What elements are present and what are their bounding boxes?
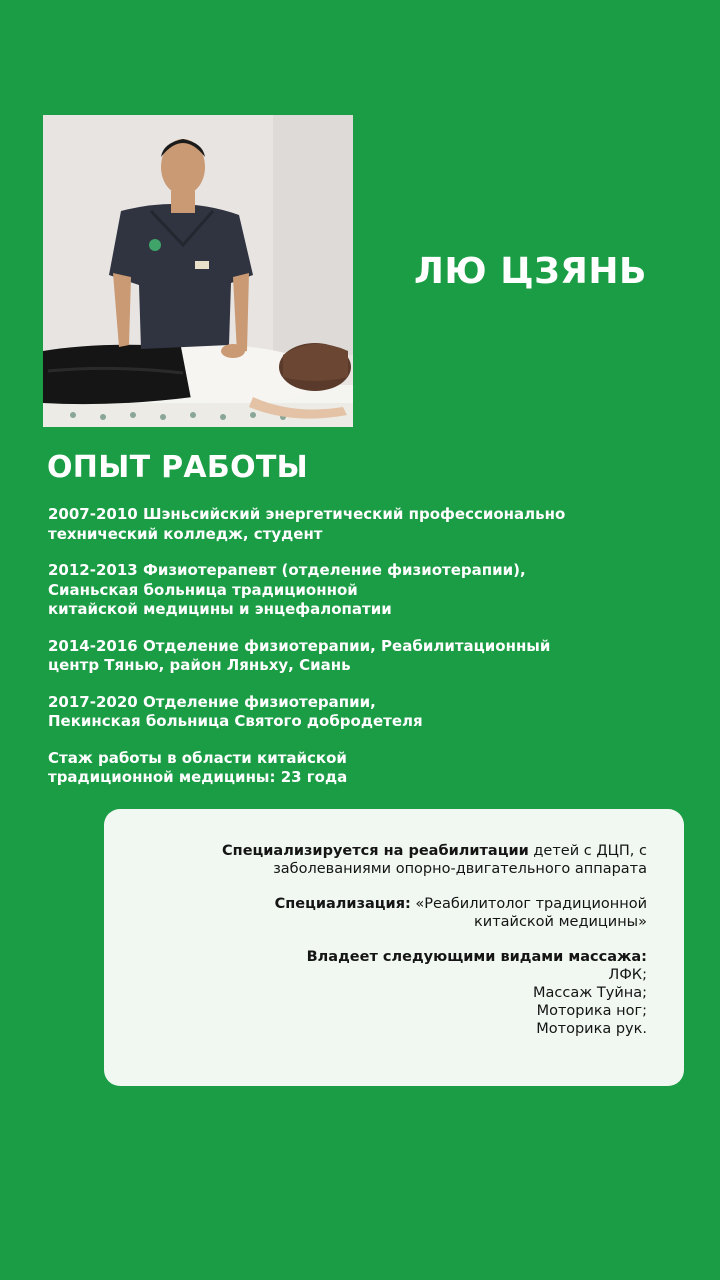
experience-line: Пекинская больница Святого добродетеля: [48, 712, 423, 730]
experience-total: [48, 749, 688, 788]
experience-total-line: Стаж работы в области китайской: [48, 748, 347, 767]
massage-scene-image: [43, 115, 353, 427]
experience-title: ОПЫТ РАБОТЫ: [47, 450, 309, 485]
experience-line: центр Тянью, район Ляньху, Сиань: [48, 656, 351, 674]
massage-item: Массаж Туйна;: [532, 985, 647, 1001]
specialization-value: «Реабилитолог традиционной: [410, 896, 647, 912]
experience-line: китайской медицины и энцефалопатии: [48, 600, 392, 618]
massage-item: Моторика рук.: [536, 1021, 647, 1037]
massage-types: [104, 948, 647, 1038]
therapist-name: ЛЮ ЦЗЯНЬ: [414, 251, 647, 292]
massage-title: Владеет следующими видами массажа:: [306, 949, 647, 965]
experience-line: Сианьская больница традиционной: [48, 580, 358, 599]
therapist-photo: [43, 115, 353, 427]
specialization-field: [104, 895, 647, 931]
spec-line: [104, 842, 647, 860]
experience-item: [48, 505, 688, 544]
experience-line: 2017-2020 Отделение физиотерапии,: [48, 692, 376, 711]
experience-line: технический колледж, студент: [48, 524, 323, 543]
spec-rest: детей с ДЦП, с: [528, 843, 647, 859]
specialization-description: [104, 842, 647, 878]
specialization-value-2: китайской медицины»: [474, 914, 647, 930]
experience-total-line: традиционной медицины: 23 года: [48, 768, 348, 786]
massage-item: ЛФК;: [608, 967, 647, 983]
experience-line: 2014-2016 Отделение физиотерапии, Реабилитационный: [48, 636, 551, 655]
spec-line-2: заболеваниями опорно-двигательного аппарата: [273, 861, 647, 877]
specialization-line: [104, 895, 647, 913]
experience-line: 2007-2010 Шэньсийский энергетический профессионально: [48, 505, 566, 523]
specialization-card: [104, 809, 684, 1086]
spec-bold: Специализируется на реабилитации: [222, 843, 529, 859]
massage-item: Моторика ног;: [536, 1003, 647, 1019]
experience-item: [48, 561, 688, 620]
experience-line: 2012-2013 Физиотерапевт (отделение физиотерапии),: [48, 561, 526, 579]
experience-item: [48, 693, 688, 732]
experience-item: [48, 637, 688, 676]
experience-list: [48, 505, 688, 805]
specialization-label: Специализация:: [274, 896, 411, 912]
